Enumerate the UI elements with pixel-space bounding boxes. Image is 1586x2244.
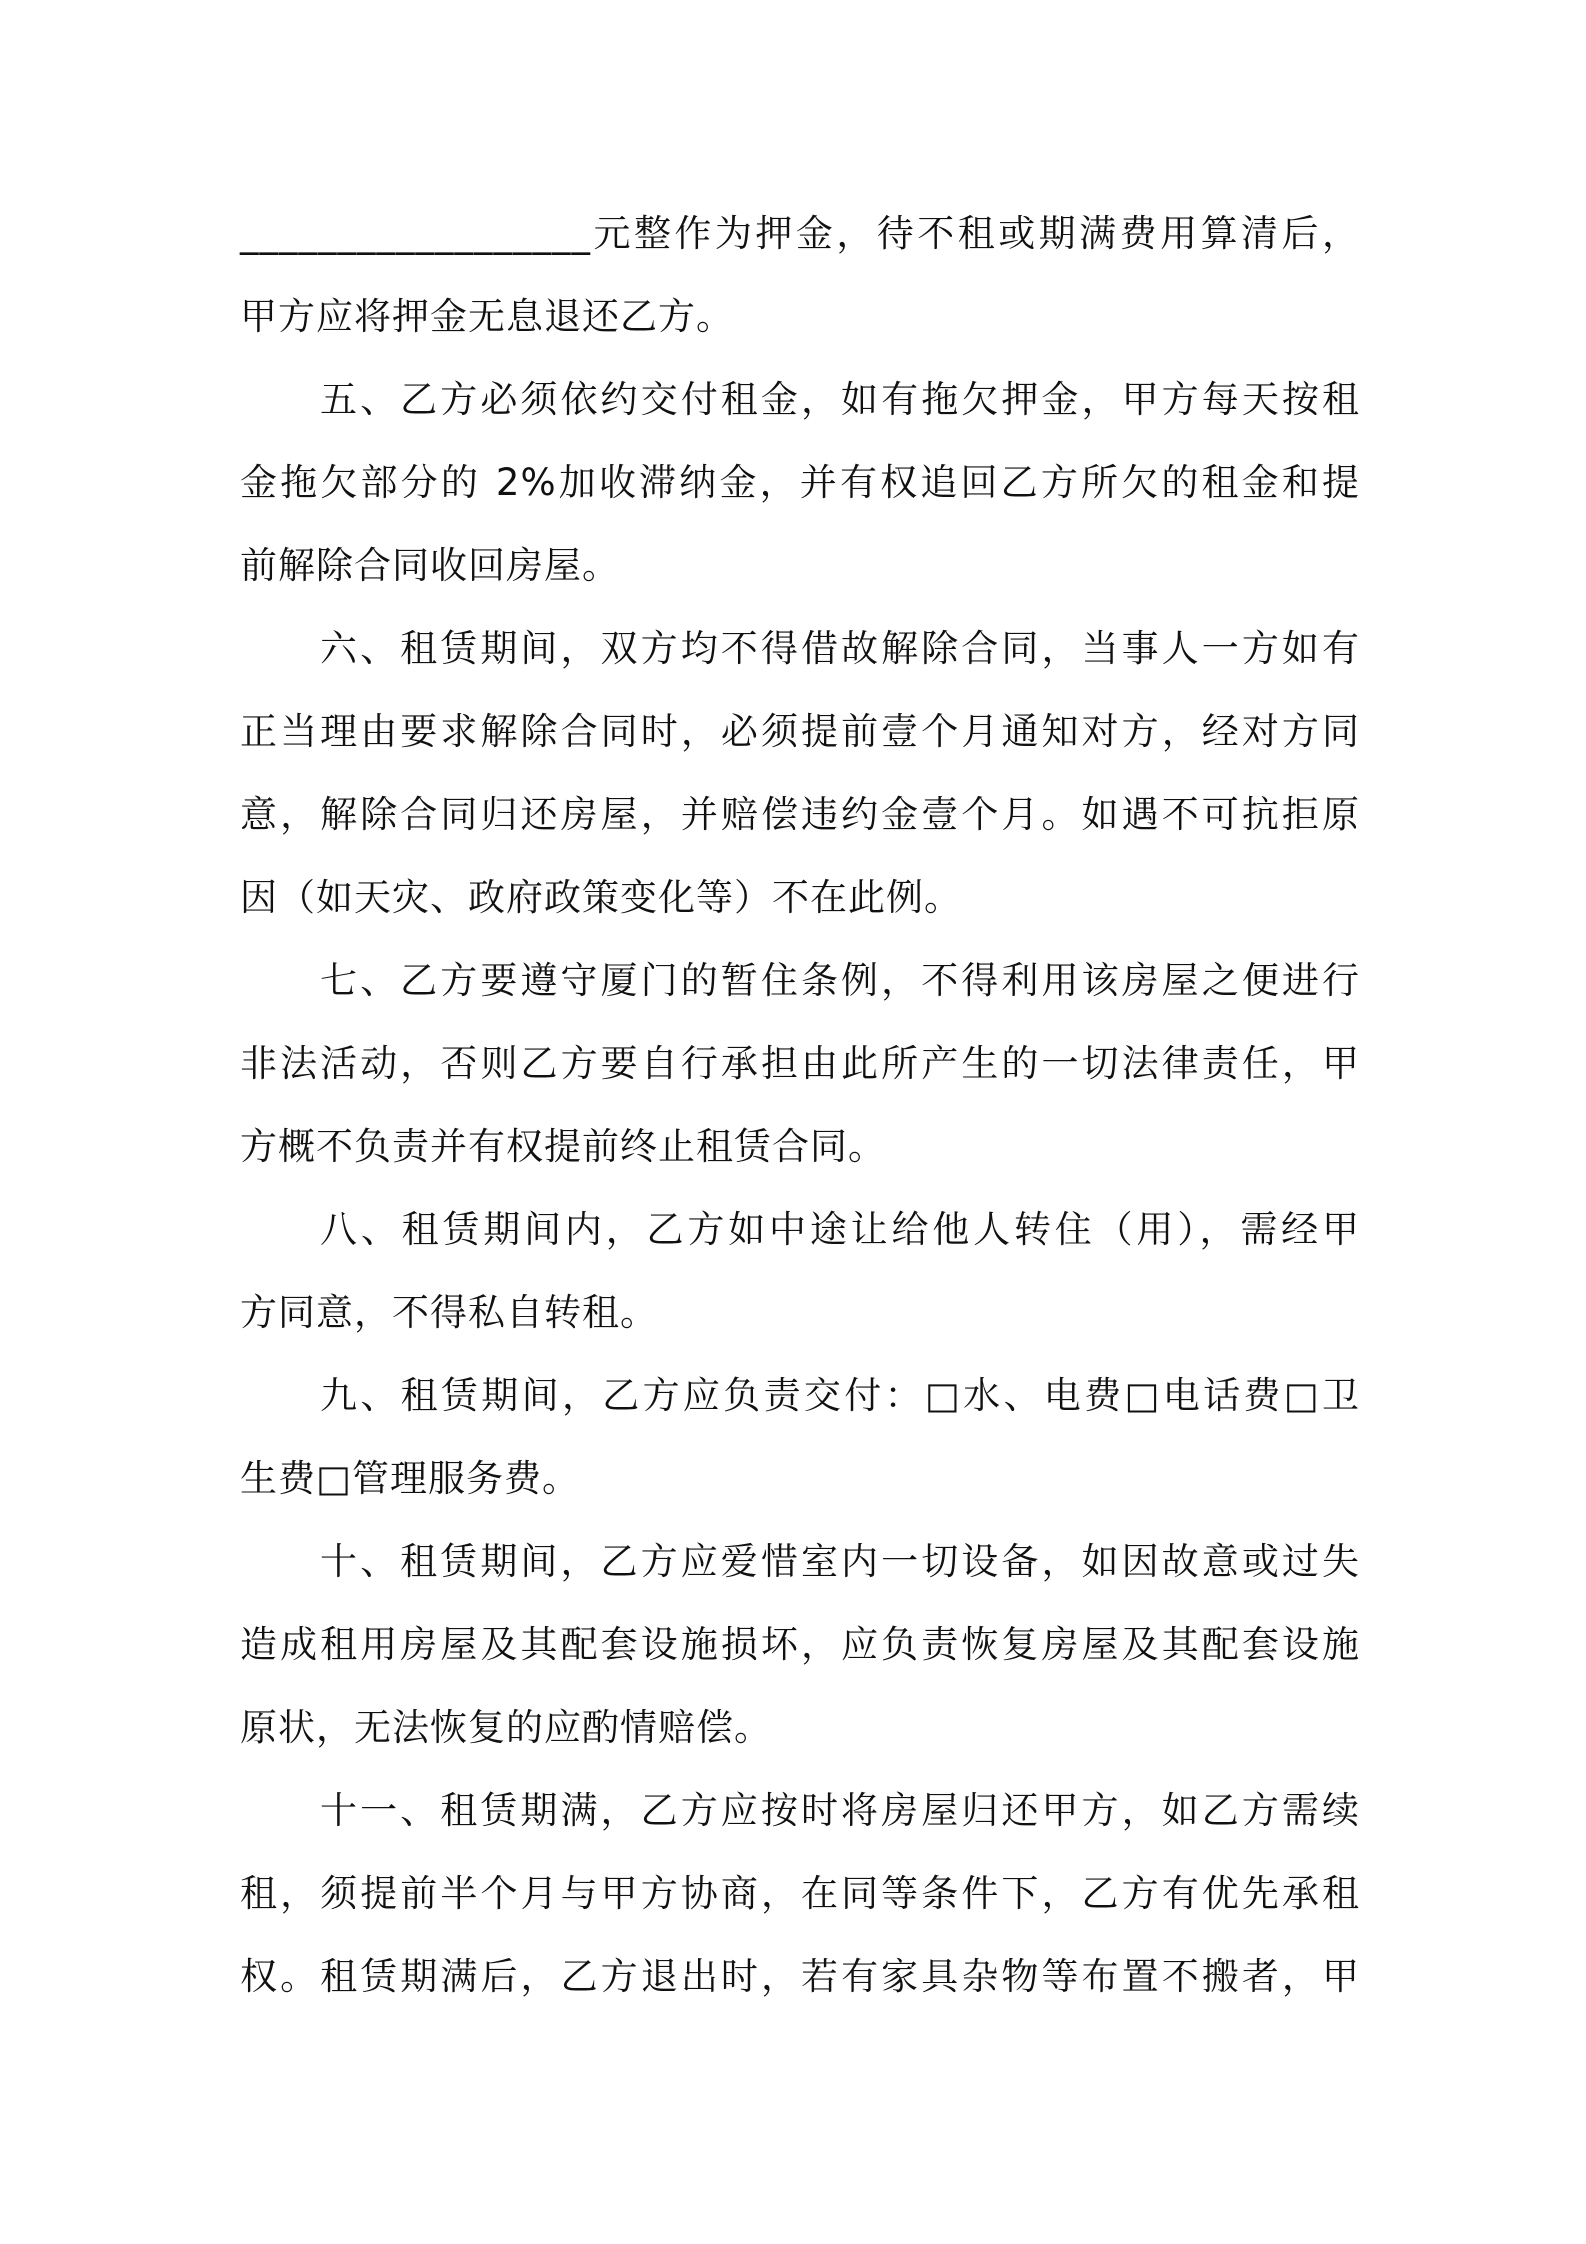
contract-text	[240, 192, 1360, 2018]
text-line: 生费□管理服务费。	[240, 1457, 580, 1500]
text-line: 非法活动，否则乙方要自行承担由此所产生的一切法律责任，甲	[240, 1042, 1360, 1085]
text-line: 方概不负责并有权提前终止租赁合同。	[240, 1125, 886, 1168]
text-line: 七、乙方要遵守厦门的暂住条例，不得利用该房屋之便进行	[320, 959, 1360, 1002]
text-line: 十、租赁期间，乙方应爱惜室内一切设备，如因故意或过失	[320, 1540, 1360, 1583]
text-line: 原状，无法恢复的应酌情赔偿。	[240, 1706, 772, 1749]
text-line: 五、乙方必须依约交付租金，如有拖欠押金，甲方每天按租	[320, 378, 1360, 421]
text-line: 因（如天灾、政府政策变化等）不在此例。	[240, 876, 962, 919]
text-line: 十一、租赁期满，乙方应按时将房屋归还甲方，如乙方需续	[320, 1789, 1360, 1832]
text-line: 方同意，不得私自转租。	[240, 1291, 658, 1334]
text-line: 八、租赁期间内，乙方如中途让给他人转住（用），需经甲	[320, 1208, 1360, 1251]
text-line: 甲方应将押金无息退还乙方。	[240, 295, 734, 338]
text-line: 意，解除合同归还房屋，并赔偿违约金壹个月。如遇不可抗拒原	[240, 793, 1360, 836]
text-line: 九、租赁期间，乙方应负责交付：□水、电费□电话费□卫	[320, 1374, 1360, 1417]
text-line: __________________元整作为押金，待不租或期满费用算清后，	[240, 212, 1360, 255]
text-line: 金拖欠部分的 2%加收滞纳金，并有权追回乙方所欠的租金和提	[240, 461, 1360, 504]
text-line: 六、租赁期间，双方均不得借故解除合同，当事人一方如有	[320, 627, 1360, 670]
text-line: 造成租用房屋及其配套设施损坏，应负责恢复房屋及其配套设施	[240, 1623, 1360, 1666]
text-line: 权。租赁期满后，乙方退出时，若有家具杂物等布置不搬者，甲	[240, 1955, 1360, 1998]
text-line: 前解除合同收回房屋。	[240, 544, 620, 587]
text-line: 正当理由要求解除合同时，必须提前壹个月通知对方，经对方同	[240, 710, 1360, 753]
text-line: 租，须提前半个月与甲方协商，在同等条件下，乙方有优先承租	[240, 1872, 1360, 1915]
